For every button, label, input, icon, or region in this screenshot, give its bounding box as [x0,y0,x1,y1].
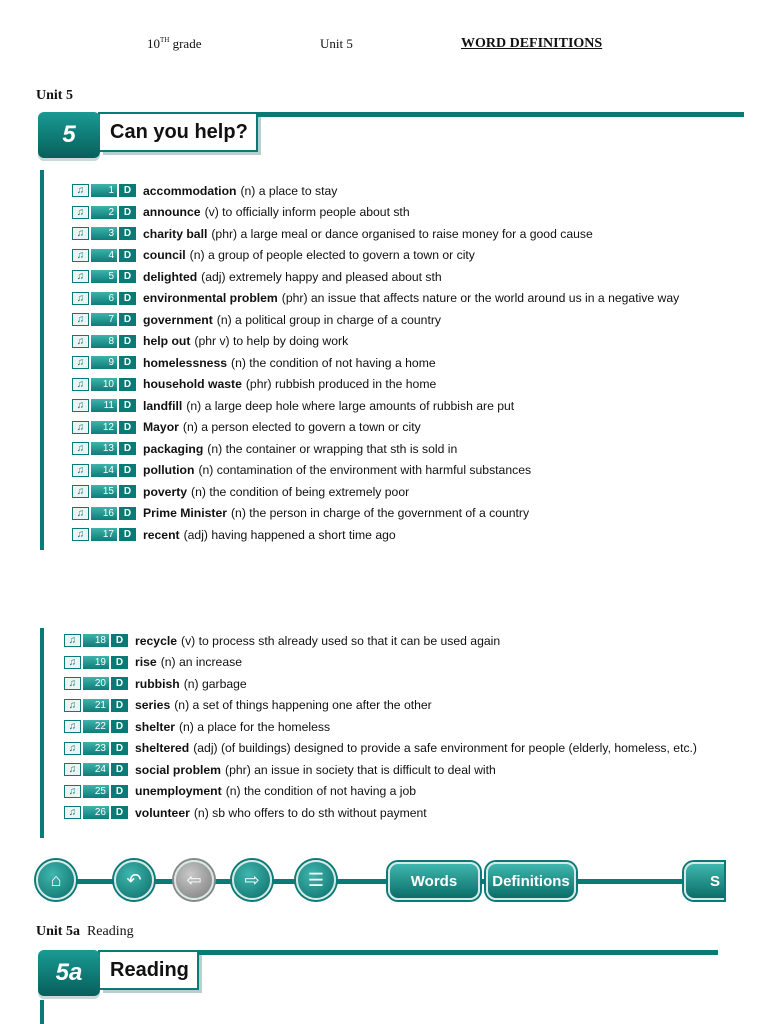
vocab-word: sheltered [135,741,190,756]
headphones-icon[interactable]: ♫ [64,742,81,755]
vocab-item [72,245,679,267]
vocab-item [72,374,679,396]
vocab-definition: (n) a place for the homeless [178,719,331,734]
vocab-item [72,481,679,503]
vocab-word: homelessness [143,355,228,370]
definition-button[interactable]: D [119,356,136,369]
headphones-icon[interactable]: ♫ [72,292,89,305]
vocab-definition: (n) sb who offers to do sth without payment [193,805,427,820]
vocabulary-list-part2 [64,630,697,824]
vocab-word: shelter [135,719,175,734]
vocab-item [72,524,679,546]
item-number: 14 [91,464,117,477]
vocab-item [72,438,679,460]
headphones-icon[interactable]: ♫ [72,335,89,348]
vocab-definition: (phr) rubbish produced in the home [245,377,437,392]
definition-button[interactable]: D [119,442,136,455]
item-number: 26 [83,806,109,819]
vocab-definition: (phr) a large meal or dance organised to raise money for a good cause [211,226,593,241]
vocab-definition: (n) a set of things happening one after the other [174,698,432,713]
vocab-definition: (adj) extremely happy and pleased about sth [201,269,442,284]
undo-button[interactable] [114,860,154,900]
headphones-icon[interactable]: ♫ [72,206,89,219]
vocab-item [72,331,679,353]
headphones-icon[interactable]: ♫ [64,634,81,647]
banner-title: Can you help? [100,114,258,152]
vocab-item [72,460,679,482]
vocab-word: Prime Minister [143,506,227,521]
item-number: 19 [83,656,109,669]
vocab-word: charity ball [143,226,208,241]
forward-button[interactable] [232,860,272,900]
vocab-definition: (n) a large deep hole where large amounts of rubbish are put [186,398,515,413]
vocab-word: packaging [143,441,204,456]
vocab-word: household waste [143,377,242,392]
definition-button[interactable]: D [111,634,128,647]
vocab-word: help out [143,334,191,349]
definition-button[interactable]: D [119,313,136,326]
headphones-icon[interactable]: ♫ [72,184,89,197]
document-title: WORD DEFINITIONS [461,36,603,51]
vocab-item [64,738,697,760]
vocab-definition: (n) garbage [183,676,247,691]
vocab-definition: (phr) an issue in society that is difficult to deal with [225,762,496,777]
home-button[interactable] [36,860,76,900]
section-side-rule-continued [40,628,44,838]
headphones-icon[interactable]: ♫ [64,699,81,712]
headphones-icon[interactable]: ♫ [64,806,81,819]
vocab-item [64,716,697,738]
headphones-icon[interactable]: ♫ [72,442,89,455]
headphones-icon[interactable]: ♫ [72,227,89,240]
vocab-word: delighted [143,269,198,284]
headphones-icon[interactable]: ♫ [72,421,89,434]
vocab-word: volunteer [135,805,190,820]
item-number: 1 [91,184,117,197]
vocab-item [72,309,679,331]
item-number: 2 [91,206,117,219]
definition-button[interactable]: D [111,677,128,690]
next-section-button[interactable]: S [684,862,724,900]
headphones-icon[interactable]: ♫ [72,378,89,391]
back-arrow-icon: ⇦ [186,869,202,890]
definition-button[interactable]: D [119,378,136,391]
item-number: 8 [91,335,117,348]
vocab-item [72,180,679,202]
definition-button[interactable]: D [119,270,136,283]
undo-icon: ↶ [126,869,142,890]
vocab-definition: (n) the person in charge of the government of a country [231,506,530,521]
item-number: 15 [91,485,117,498]
item-number: 25 [83,785,109,798]
vocab-word: poverty [143,484,188,499]
definition-button[interactable]: D [111,720,128,733]
vocab-item [72,202,679,224]
vocab-definition: (adj) (of buildings) designed to provide a safe environment for people (elderly, homeless, etc.) [193,741,697,756]
vocab-word: rubbish [135,676,180,691]
item-number: 21 [83,699,109,712]
definitions-button[interactable]: Definitions [486,862,576,900]
vocab-item [72,352,679,374]
vocab-item [64,673,697,695]
item-number: 9 [91,356,117,369]
item-number: 10 [91,378,117,391]
vocab-item [72,395,679,417]
vocab-word: landfill [143,398,183,413]
item-number: 5 [91,270,117,283]
item-number: 11 [91,399,117,412]
list-icon: ☰ [307,869,325,890]
banner-title: Reading [100,952,199,990]
vocab-word: Mayor [143,420,179,435]
grade-superscript: TH [160,36,170,44]
vocab-word: unemployment [135,784,222,799]
vocab-item [64,630,697,652]
words-button[interactable]: Words [388,862,480,900]
definition-button[interactable]: D [119,206,136,219]
item-number: 3 [91,227,117,240]
vocab-word: social problem [135,762,222,777]
section-side-rule [40,170,44,550]
item-number: 7 [91,313,117,326]
item-number: 18 [83,634,109,647]
forward-arrow-icon: ⇨ [244,869,260,890]
vocab-definition: (n) the condition of not having a home [231,355,436,370]
section-side-rule-5a [40,1000,44,1024]
vocab-item [64,781,697,803]
definition-button[interactable]: D [119,292,136,305]
definition-button[interactable]: D [119,335,136,348]
vocab-word: government [143,312,213,327]
headphones-icon[interactable]: ♫ [64,763,81,776]
item-number: 4 [91,249,117,262]
unit-banner [38,112,744,162]
item-number: 17 [91,528,117,541]
vocab-item [72,223,679,245]
item-number: 16 [91,507,117,520]
item-number: 20 [83,677,109,690]
vocab-definition: (v) to officially inform people about sth [204,205,410,220]
definition-button[interactable]: D [111,806,128,819]
vocab-definition: (n) the condition of being extremely poor [191,484,410,499]
definition-button[interactable]: D [111,763,128,776]
vocab-word: pollution [143,463,195,478]
vocab-word: recent [143,527,180,542]
banner-number: 5a [38,950,100,996]
definition-button[interactable]: D [119,421,136,434]
vocab-definition: (n) a political group in charge of a country [216,312,442,327]
definition-button[interactable]: D [119,507,136,520]
item-number: 12 [91,421,117,434]
vocab-definition: (n) an increase [160,655,242,670]
navigation-bar [36,858,720,904]
definition-button[interactable]: D [119,464,136,477]
definition-button[interactable]: D [111,742,128,755]
vocab-item [72,288,679,310]
vocab-definition: (n) a person elected to govern a town or city [182,420,421,435]
headphones-icon[interactable]: ♫ [64,785,81,798]
headphones-icon[interactable]: ♫ [64,677,81,690]
vocab-item [72,266,679,288]
vocab-word: series [135,698,171,713]
list-button[interactable] [296,860,336,900]
vocabulary-list-part1 [72,180,679,546]
headphones-icon[interactable]: ♫ [72,485,89,498]
definition-button[interactable]: D [111,785,128,798]
definition-button[interactable]: D [119,227,136,240]
headphones-icon[interactable]: ♫ [72,464,89,477]
definition-button[interactable]: D [111,656,128,669]
definition-button[interactable]: D [119,485,136,498]
vocab-item [72,503,679,525]
vocab-definition: (n) a place to stay [240,183,338,198]
vocab-word: announce [143,205,201,220]
definition-button[interactable]: D [119,399,136,412]
vocab-item [64,695,697,717]
headphones-icon[interactable]: ♫ [64,720,81,733]
vocab-item [64,759,697,781]
vocab-item [72,417,679,439]
item-number: 23 [83,742,109,755]
headphones-icon[interactable]: ♫ [72,249,89,262]
item-number: 13 [91,442,117,455]
vocab-word: council [143,248,186,263]
back-button[interactable] [174,860,214,900]
vocab-definition: (v) to process sth already used so that it can be used again [181,633,501,648]
vocab-definition: (phr v) to help by doing work [194,334,349,349]
vocab-definition: (n) a group of people elected to govern a town or city [189,248,475,263]
vocab-definition: (phr) an issue that affects nature or the world around us in a negative way [281,291,680,306]
headphones-icon[interactable]: ♫ [64,656,81,669]
vocab-definition: (n) the container or wrapping that sth is sold in [207,441,458,456]
vocab-word: accommodation [143,183,237,198]
item-number: 22 [83,720,109,733]
vocab-definition: (adj) having happened a short time ago [183,527,396,542]
headphones-icon[interactable]: ♫ [72,399,89,412]
headphones-icon[interactable]: ♫ [72,313,89,326]
grade-label: 10TH grade [147,36,202,51]
vocab-word: recycle [135,633,178,648]
vocab-item [64,802,697,824]
definition-button[interactable]: D [119,528,136,541]
item-number: 6 [91,292,117,305]
definition-button[interactable]: D [111,699,128,712]
page-header [0,36,768,56]
banner-number: 5 [38,112,100,158]
unit-label: Unit 5 [320,36,353,51]
vocab-definition: (n) the condition of not having a job [225,784,417,799]
vocab-word: rise [135,655,157,670]
section-unit-label-5a: Unit 5a Reading [36,924,134,939]
vocab-word: environmental problem [143,291,278,306]
headphones-icon[interactable]: ♫ [72,507,89,520]
headphones-icon[interactable]: ♫ [72,356,89,369]
definition-button[interactable]: D [119,249,136,262]
unit-banner-5a [38,950,718,1000]
section-unit-label: Unit 5 [36,88,73,103]
home-icon: ⌂ [50,869,62,890]
vocab-definition: (n) contamination of the environment with harmful substances [198,463,532,478]
vocab-item [64,652,697,674]
headphones-icon[interactable]: ♫ [72,528,89,541]
headphones-icon[interactable]: ♫ [72,270,89,283]
definition-button[interactable]: D [119,184,136,197]
item-number: 24 [83,763,109,776]
